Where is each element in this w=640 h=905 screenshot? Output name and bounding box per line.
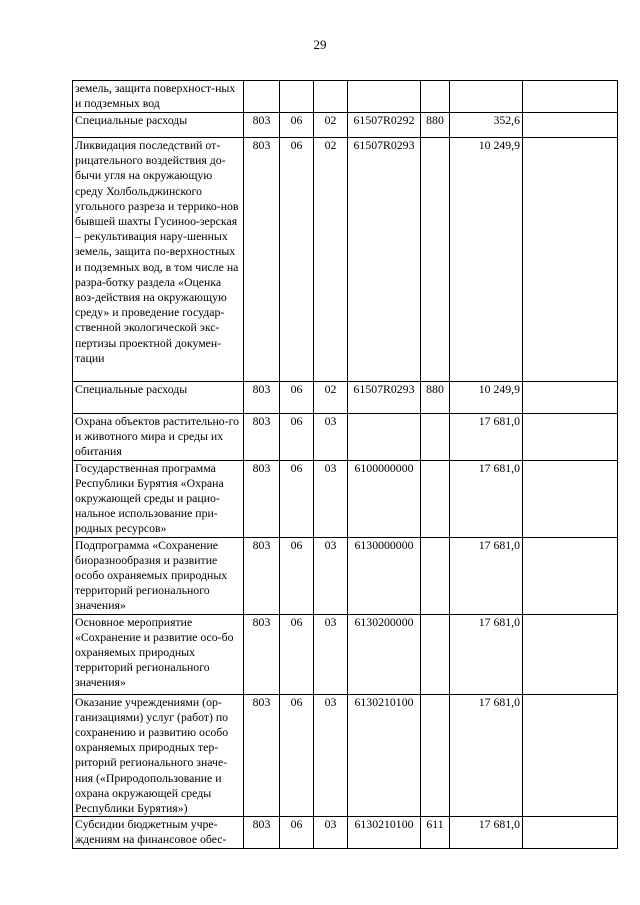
table-row xyxy=(73,537,618,614)
target-article-cell: 6100000000 xyxy=(348,460,421,537)
grbs-cell: 803 xyxy=(244,817,280,848)
expense-type-cell xyxy=(421,694,450,817)
subsection-cell: 03 xyxy=(314,414,348,461)
table-row xyxy=(73,817,618,848)
grbs-cell: 803 xyxy=(244,460,280,537)
extra-cell xyxy=(523,81,618,113)
subsection-cell: 03 xyxy=(314,817,348,848)
target-article-cell: 6130210100 xyxy=(348,694,421,817)
amount-cell: 10 249,9 xyxy=(450,138,523,382)
grbs-cell: 803 xyxy=(244,614,280,694)
extra-cell xyxy=(523,817,618,848)
row-name-cell: Ликвидация последствий от-рицательного воздействия до-бычи угля на окружающую среду Холбольджинского угольного разреза и террико-нов бывшей шахты Гусиноо-зерская – рекультивация нару-шенных земель, защита по-верхностных и подземных вод, в том числе на разра-ботку раздела «Оценка воз-действия на окружающую среду» и проведение государ-ственной экологической экс-пертизы проектной докумен-тации xyxy=(73,138,244,382)
extra-cell xyxy=(523,138,618,382)
target-article-cell: 6130210100 xyxy=(348,817,421,848)
section-cell: 06 xyxy=(280,138,314,382)
grbs-cell: 803 xyxy=(244,138,280,382)
section-cell: 06 xyxy=(280,694,314,817)
subsection-cell: 03 xyxy=(314,537,348,614)
row-name-cell: Оказание учреждениями (ор-ганизациями) услуг (работ) по сохранению и развитию особо охраняемых природных тер-риторий регионального значе-ния («Природопользование и охрана окружающей среды Республики Бурятия») xyxy=(73,694,244,817)
grbs-cell: 803 xyxy=(244,694,280,817)
grbs-cell: 803 xyxy=(244,113,280,138)
subsection-cell: 02 xyxy=(314,138,348,382)
page-number: 29 xyxy=(313,37,327,52)
row-name-cell: Субсидии бюджетным учре-ждениям на финансовое обес- xyxy=(73,817,244,848)
expense-type-cell xyxy=(421,414,450,461)
subsection-cell: 03 xyxy=(314,460,348,537)
expense-type-cell: 880 xyxy=(421,382,450,414)
grbs-cell: 803 xyxy=(244,382,280,414)
subsection-cell: 03 xyxy=(314,614,348,694)
subsection-cell: 02 xyxy=(314,113,348,138)
budget-table xyxy=(72,80,618,849)
target-article-cell: 61507R0292 xyxy=(348,113,421,138)
extra-cell xyxy=(523,694,618,817)
row-name-cell: Охрана объектов растительно-го и животного мира и среды их обитания xyxy=(73,414,244,461)
grbs-cell xyxy=(244,81,280,113)
grbs-cell: 803 xyxy=(244,537,280,614)
section-cell: 06 xyxy=(280,537,314,614)
table-row xyxy=(73,138,618,382)
extra-cell xyxy=(523,414,618,461)
table-body xyxy=(73,81,618,849)
section-cell xyxy=(280,81,314,113)
expense-type-cell xyxy=(421,138,450,382)
extra-cell xyxy=(523,113,618,138)
row-name-cell: Специальные расходы xyxy=(73,113,244,138)
amount-cell: 17 681,0 xyxy=(450,614,523,694)
expense-type-cell xyxy=(421,460,450,537)
subsection-cell: 02 xyxy=(314,382,348,414)
table-row xyxy=(73,414,618,461)
target-article-cell xyxy=(348,414,421,461)
target-article-cell: 6130000000 xyxy=(348,537,421,614)
row-name-cell: Специальные расходы xyxy=(73,382,244,414)
target-article-cell: 6130200000 xyxy=(348,614,421,694)
expense-type-cell xyxy=(421,81,450,113)
amount-cell: 352,6 xyxy=(450,113,523,138)
extra-cell xyxy=(523,460,618,537)
subsection-cell: 03 xyxy=(314,694,348,817)
grbs-cell: 803 xyxy=(244,414,280,461)
table-row xyxy=(73,382,618,414)
section-cell: 06 xyxy=(280,382,314,414)
amount-cell: 17 681,0 xyxy=(450,694,523,817)
expense-type-cell: 880 xyxy=(421,113,450,138)
target-article-cell: 61507R0293 xyxy=(348,138,421,382)
amount-cell: 10 249,9 xyxy=(450,382,523,414)
section-cell: 06 xyxy=(280,414,314,461)
table-row xyxy=(73,81,618,113)
subsection-cell xyxy=(314,81,348,113)
amount-cell: 17 681,0 xyxy=(450,817,523,848)
extra-cell xyxy=(523,382,618,414)
amount-cell: 17 681,0 xyxy=(450,460,523,537)
table-row xyxy=(73,113,618,138)
table-row xyxy=(73,614,618,694)
amount-cell xyxy=(450,81,523,113)
table-row xyxy=(73,460,618,537)
expense-type-cell xyxy=(421,537,450,614)
extra-cell xyxy=(523,537,618,614)
expense-type-cell xyxy=(421,614,450,694)
section-cell: 06 xyxy=(280,113,314,138)
amount-cell: 17 681,0 xyxy=(450,414,523,461)
section-cell: 06 xyxy=(280,460,314,537)
table-row xyxy=(73,694,618,817)
row-name-cell: земель, защита поверхност-ных и подземных вод xyxy=(73,81,244,113)
extra-cell xyxy=(523,614,618,694)
section-cell: 06 xyxy=(280,614,314,694)
row-name-cell: Основное мероприятие «Сохранение и развитие осо-бо охраняемых природных территорий регионального значения» xyxy=(73,614,244,694)
expense-type-cell: 611 xyxy=(421,817,450,848)
row-name-cell: Подпрограмма «Сохранение биоразнообразия и развитие особо охраняемых природных территорий регионального значения» xyxy=(73,537,244,614)
section-cell: 06 xyxy=(280,817,314,848)
row-name-cell: Государственная программа Республики Бурятия «Охрана окружающей среды и рацио-нальное использование при-родных ресурсов» xyxy=(73,460,244,537)
target-article-cell xyxy=(348,81,421,113)
amount-cell: 17 681,0 xyxy=(450,537,523,614)
target-article-cell: 61507R0293 xyxy=(348,382,421,414)
